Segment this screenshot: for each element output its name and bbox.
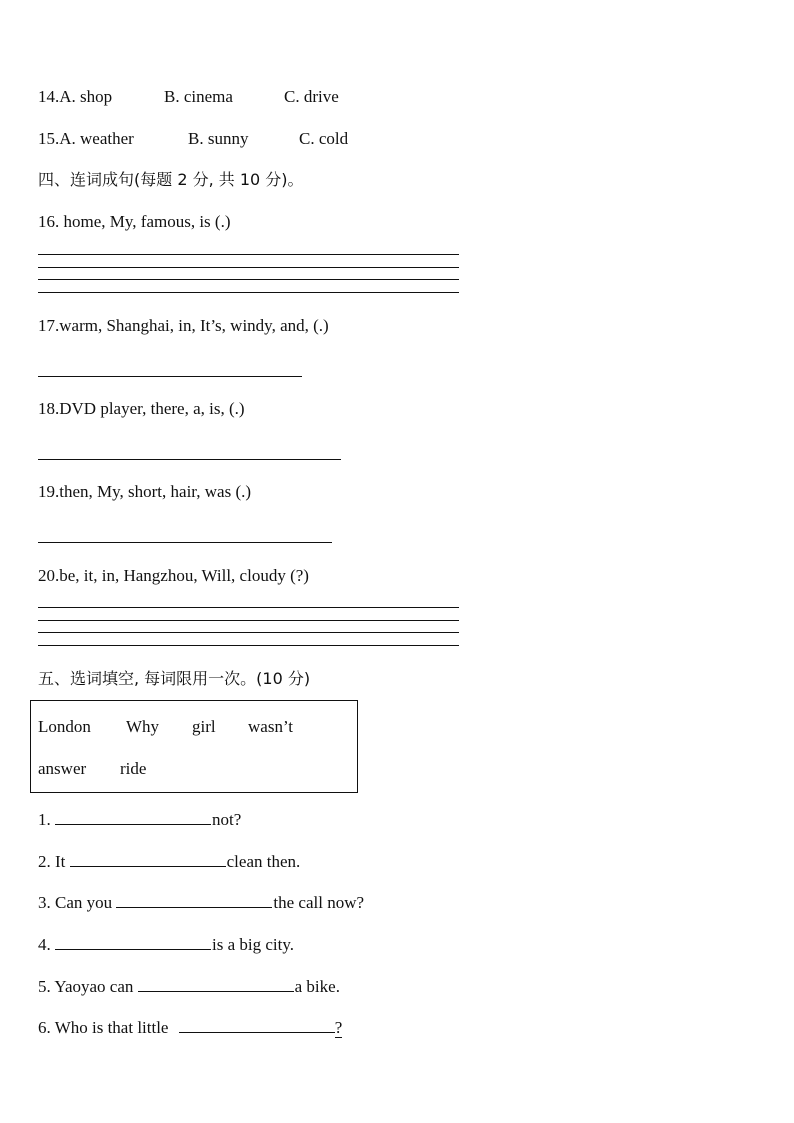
option-a: A. shop: [59, 87, 113, 106]
question-19: 19.then, My, short, hair, was (.): [38, 482, 252, 501]
question-prefix: 5. Yaoyao can: [38, 977, 138, 996]
question-prefix: 3. Can you: [38, 893, 117, 912]
question-suffix: is a big city.: [212, 935, 294, 954]
word-bank-word: ride: [120, 759, 147, 778]
answer-line: [38, 279, 459, 280]
option-c: C. cold: [299, 129, 349, 148]
fill-blank[interactable]: [138, 973, 294, 992]
question-number: 14.: [38, 87, 60, 106]
question-prefix: 4.: [38, 935, 55, 954]
answer-line: [38, 267, 459, 268]
fill-blank[interactable]: [55, 806, 211, 825]
word-bank-word: London: [38, 717, 91, 736]
word-bank-word: wasn’t: [248, 717, 294, 736]
fill-question-4: [38, 931, 294, 955]
question-suffix: not?: [212, 810, 242, 829]
fill-question-1: [38, 806, 241, 830]
answer-line: [38, 620, 459, 621]
fill-blank[interactable]: [116, 889, 272, 908]
answer-line: [38, 645, 459, 646]
answer-line: [38, 376, 302, 377]
question-16: 16. home, My, famous, is (.): [38, 212, 231, 231]
question-17: 17.warm, Shanghai, in, It’s, windy, and, (.): [38, 316, 329, 335]
option-a: A. weather: [59, 129, 134, 148]
fill-question-5: [38, 973, 340, 997]
word-bank-box: [30, 700, 358, 793]
question-suffix: clean then.: [226, 852, 301, 871]
answer-line: [38, 254, 459, 255]
question-14: [38, 87, 112, 107]
question-20: 20.be, it, in, Hangzhou, Will, cloudy (?): [38, 566, 309, 585]
question-number: 15.: [38, 129, 60, 148]
fill-blank[interactable]: [179, 1014, 335, 1033]
answer-line: [38, 607, 459, 608]
word-bank-word: girl: [192, 717, 216, 736]
answer-line: [38, 292, 459, 293]
option-b: B. sunny: [188, 129, 249, 148]
question-prefix: 2. It: [38, 852, 70, 871]
option-c: C. drive: [284, 87, 339, 106]
answer-line: [38, 632, 459, 633]
fill-blank[interactable]: [55, 931, 211, 950]
fill-question-6: [38, 1014, 342, 1038]
question-suffix: a bike.: [294, 977, 340, 996]
question-suffix: ?: [334, 1018, 343, 1037]
option-b: B. cinema: [164, 87, 233, 106]
word-bank-word: Why: [126, 717, 160, 736]
question-18: 18.DVD player, there, a, is, (.): [38, 399, 245, 418]
word-bank-word: answer: [38, 759, 87, 778]
question-15: [38, 129, 134, 149]
fill-question-3: [38, 889, 364, 913]
question-suffix: the call now?: [273, 893, 365, 912]
question-prefix: 6. Who is that little: [38, 1018, 173, 1037]
fill-question-2: [38, 848, 300, 872]
question-prefix: 1.: [38, 810, 55, 829]
section-5-title: 五、选词填空, 每词限用一次。(10 分): [38, 669, 311, 688]
section-4-title: 四、连词成句(每题 2 分, 共 10 分)。: [38, 170, 304, 189]
fill-blank[interactable]: [70, 848, 226, 867]
answer-line: [38, 542, 332, 543]
answer-line: [38, 459, 341, 460]
